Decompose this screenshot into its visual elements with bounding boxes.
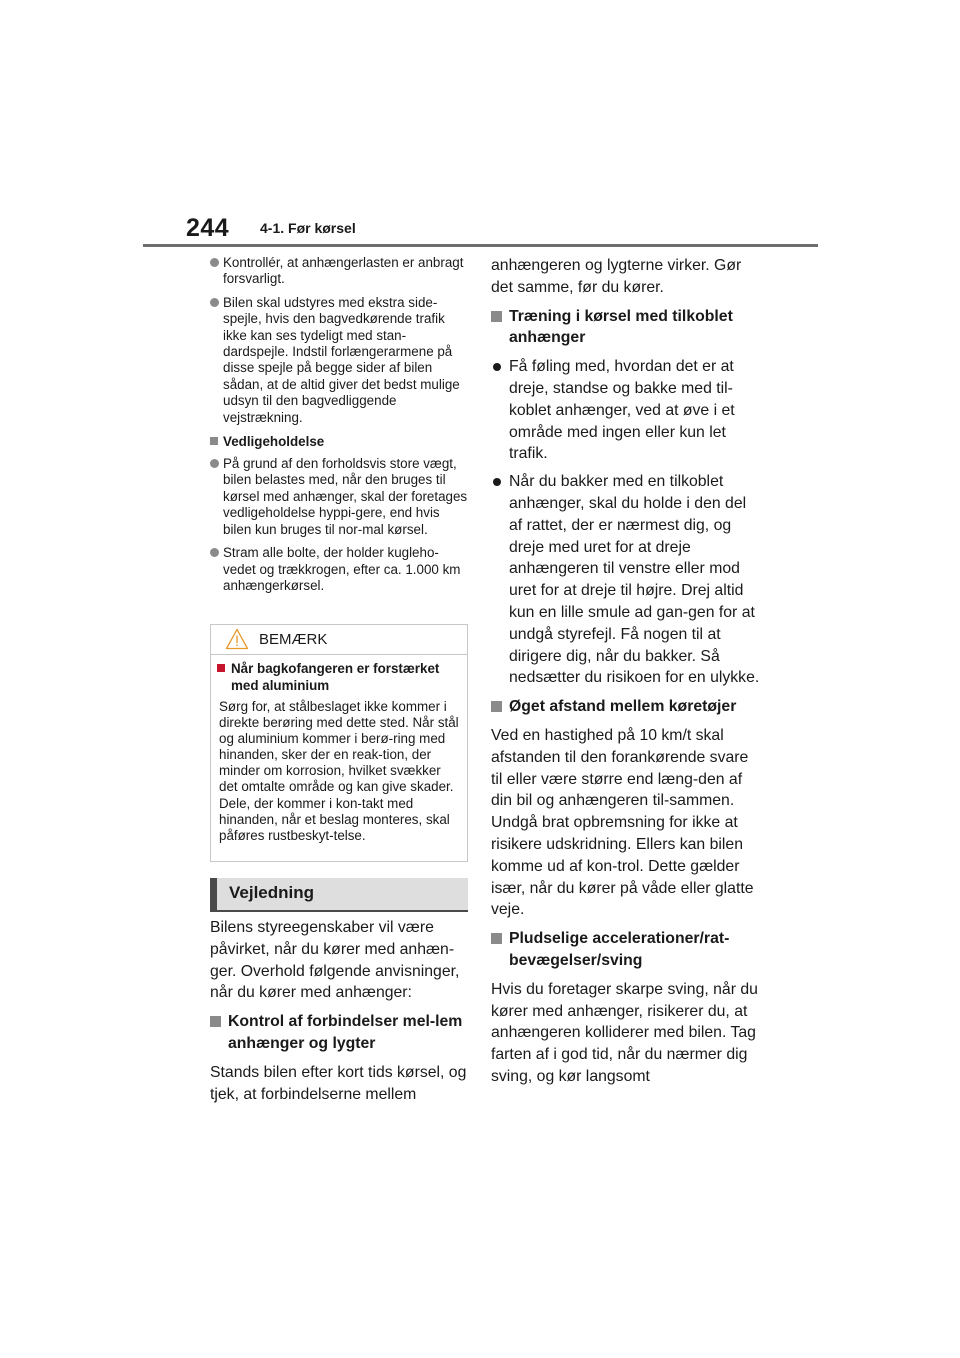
notice-title: BEMÆRK: [259, 631, 328, 648]
guide-section-bar: [210, 878, 468, 910]
notice-text: Sørg for, at stålbeslaget ikke kommer i direkte berøring med dette sted. Når stål og aluminium kommer i berø-ring med hinanden, sker der en reak-tion, der minder om korrosion, hvilket svækker det omtalte område og kan give skader. Dele, der kommer i kon-takt med hinanden, når et beslag monteres, skal påføres rustbeskyt-telse.: [219, 699, 459, 843]
bullet-dot-icon: [210, 298, 219, 307]
intro-paragraph: Bilens styreegenskaber vil være påvirket, når du kører med anhæn-ger. Overhold følgende anvisninger, når du kører med anhænger:: [210, 919, 460, 1002]
page-header: [143, 208, 818, 248]
square-bullet-icon: [210, 437, 218, 445]
bullet-dot-icon: [493, 478, 501, 486]
square-bullet-icon: [210, 1016, 221, 1027]
notice-box: [210, 624, 468, 862]
continued-paragraph: anhængeren og lygterne virker. Gør det samme, før du kører.: [491, 257, 742, 296]
notice-divider: [211, 654, 467, 655]
guide-rule: [210, 910, 468, 912]
header-rule: [143, 244, 818, 247]
list-item: Når du bakker med en tilkoblet anhænger, skal du holde i den del af rattet, der er nærmest dig, og dreje med uret for at dreje anhængeren til venstre eller mod uret for at dreje til højre. Drej altid kun en lille smule ad gan-gen for at undgå styrefejl. Få nogen til at dirigere dig, når du bakker. Så nedsætter du risikoen for en ulykke.: [491, 471, 761, 689]
notice-heading: Når bagkofangeren er forstærket med aluminium: [217, 660, 461, 694]
list-item: Bilen skal udstyres med ekstra side-spejle, hvis den bagvedkørende trafik ikke kan ses tydeligt med stan-dardspejle. Indstil forlængerarmene på disse spejle på begge sider af bilen sådan, at de altid giver det bedst mulige udsyn til den bagvedliggende vejstrækning.: [210, 295, 470, 426]
connections-heading: Kontrol af forbindelser mel-lem anhænger og lygter: [210, 1011, 470, 1055]
distance-heading: Øget afstand mellem køretøjer: [491, 696, 761, 718]
notice-header: [211, 625, 467, 655]
maintenance-heading: Vedligeholdelse: [210, 433, 470, 450]
left-column: [210, 255, 470, 601]
list-item: Få føling med, hvordan det er at dreje, standse og bakke med til-koblet anhænger, ved at øve i et område med ingen eller kun let trafik.: [491, 356, 761, 465]
square-bullet-icon: [217, 664, 225, 672]
page-number: 244: [186, 214, 230, 242]
list-item: Kontrollér, at anhængerlasten er anbragt forsvarligt.: [210, 255, 470, 288]
sudden-heading: Pludselige accelerationer/rat-bevægelser/sving: [491, 928, 761, 972]
square-bullet-icon: [491, 311, 502, 322]
right-column: [491, 255, 761, 1088]
guide-title: Vejledning: [229, 883, 315, 902]
list-item: På grund af den forholdsvis store vægt, bilen belastes med, når den bruges til kørsel med anhænger, skal der foretages vedligeholdelse hyppi-gere, end hvis bilen kun bruges til nor-mal kørsel.: [210, 456, 470, 538]
connections-paragraph: Stands bilen efter kort tids kørsel, og tjek, at forbindelserne mellem: [210, 1063, 467, 1103]
square-bullet-icon: [491, 933, 502, 944]
square-bullet-icon: [491, 701, 502, 712]
bullet-dot-icon: [210, 258, 219, 267]
warning-triangle-icon: [225, 628, 249, 650]
list-item: Stram alle bolte, der holder kugleho-vedet og trækkrogen, efter ca. 1.000 km anhængerkørsel.: [210, 545, 470, 594]
bullet-dot-icon: [210, 459, 219, 468]
left-column-lower: [210, 917, 470, 1105]
bullet-dot-icon: [210, 548, 219, 557]
sudden-paragraph: Hvis du foretager skarpe sving, når du kører med anhænger, risikerer du, at anhængeren kolliderer med bilen. Tag farten af i god tid, når du nærmer dig sving, og kør langsomt: [491, 980, 758, 1085]
bullet-dot-icon: [493, 363, 501, 371]
training-heading: Træning i kørsel med tilkoblet anhænger: [491, 306, 761, 350]
notice-body: [217, 660, 461, 844]
distance-paragraph: Ved en hastighed på 10 km/t skal afstanden til den forankørende svare til eller være større end læng-den af din bil og anhængeren til-sammen. Undgå brat opbremsning for ikke at risikere udskridning. Ellers kan bilen komme ud af kon-trol. Dette gælder især, når du kører på våde eller glatte veje.: [491, 726, 754, 919]
section-reference: 4-1. Før kørsel: [260, 220, 356, 236]
